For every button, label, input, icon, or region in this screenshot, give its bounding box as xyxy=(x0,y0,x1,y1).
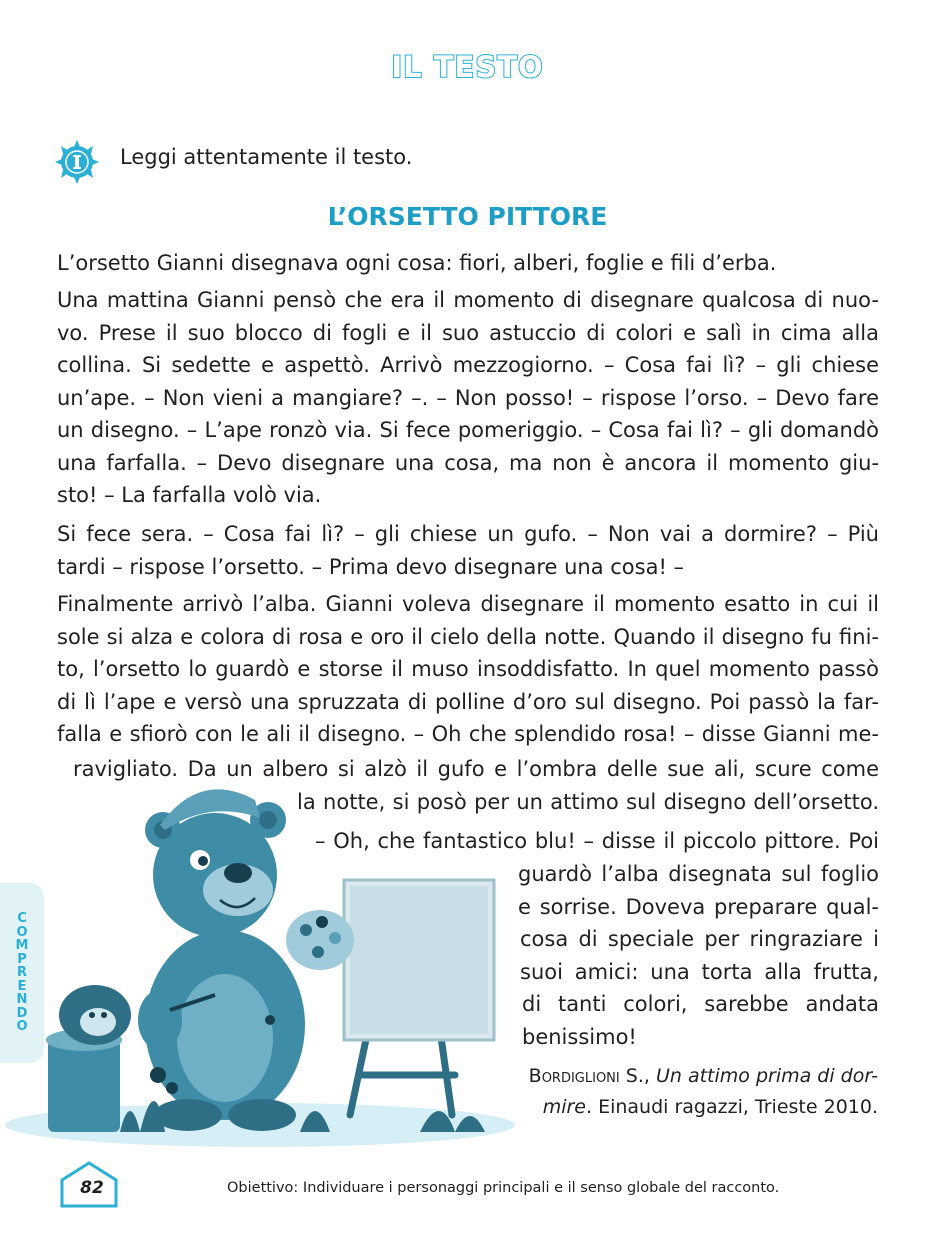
text-line: to, l’orsetto lo guardò e storse il muso insoddisfatto. In quel momento passò xyxy=(57,657,879,681)
text-line: suoi amici: una torta alla frutta, xyxy=(520,959,879,984)
citation-book-end: mire xyxy=(542,1096,586,1118)
bear-painter-illustration xyxy=(0,770,520,1150)
text-line: un’ape. – Non vieni a mangiare? –. – Non posso! – rispose l’orso. – Devo fare xyxy=(57,385,879,410)
text-line: Una mattina Gianni pensò che era il momento di disegnare qualcosa di nuo- xyxy=(57,288,879,312)
citation xyxy=(520,1061,878,1123)
side-tab-letter: D xyxy=(16,1005,28,1021)
paragraph-5-wrap-3 xyxy=(522,988,879,1053)
text-line: e sorrise. Doveva preparare qual- xyxy=(518,894,879,919)
citation-publisher: . Einaudi ragazzi, Trieste 2010. xyxy=(586,1096,878,1118)
paragraph-5-wrap-2 xyxy=(520,923,879,988)
text-line: collina. Si sedette e aspettò. Arrivò mezzogiorno. – Cosa fai lì? – gli chiese xyxy=(57,353,879,377)
text-line: di lì l’ape e versò una spruzzata di polline d’oro sul disegno. Poi passò la far- xyxy=(57,689,879,714)
footer-objective: Obiettivo: Individuare i personaggi principali e il senso globale del racconto. xyxy=(227,1180,780,1196)
text-line: benissimo! xyxy=(522,1024,637,1049)
instruction-text: Leggi attentamente il testo. xyxy=(120,145,413,169)
text-line: ravigliato. Da un albero si alzò il gufo e l’ombra delle sue ali, scure come xyxy=(73,757,879,781)
citation-author: Bordiglioni S., xyxy=(528,1065,650,1087)
text-line: di tanti colori, sarebbe andata xyxy=(522,992,879,1016)
text-line: vo. Prese il suo blocco di fogli e il suo astuccio di colori e salì in cima alla xyxy=(57,320,879,345)
side-tab-letter: O xyxy=(16,1019,28,1034)
text-line: Si fece sera. – Cosa fai lì? – gli chiese un gufo. – Non vai a dormire? – Più xyxy=(57,522,879,546)
paragraph-1 xyxy=(57,247,879,280)
citation-book: Un attimo prima di dor- xyxy=(655,1065,878,1087)
text-line: L’orsetto Gianni disegnava ogni cosa: fiori, alberi, foglie e fili d’erba. xyxy=(57,251,777,275)
text-line: un disegno. – L’ape ronzò via. Si fece pomeriggio. – Cosa fai lì? – gli domandò xyxy=(57,418,879,442)
paragraph-4 xyxy=(57,588,879,751)
paragraph-2 xyxy=(57,284,879,512)
section-title: IL TESTO xyxy=(391,50,544,84)
side-tab-letter: N xyxy=(16,992,28,1007)
story-title: L’ORSETTO PITTORE xyxy=(327,202,608,231)
text-line: tardi – rispose l’orsetto. – Prima devo disegnare una cosa! – xyxy=(57,554,685,579)
side-tab-letter: C xyxy=(17,911,27,926)
side-tab-letter: P xyxy=(17,951,27,967)
side-tab-letter: R xyxy=(16,965,27,980)
paragraph-5-wrap xyxy=(518,858,879,923)
text-line: – Oh, che fantastico blu! – disse il piccolo pittore. Poi xyxy=(315,829,879,853)
side-tab-letter: M xyxy=(15,938,29,953)
text-line: una farfalla. – Devo disegnare una cosa, ma non è ancora il momento giu- xyxy=(57,450,879,475)
text-line: sto! – La farfalla volò via. xyxy=(57,483,322,507)
text-line: cosa di speciale per ringraziare i xyxy=(520,927,879,951)
side-tab-letter: O xyxy=(16,924,28,940)
text-line: sole si alza e colora di rosa e oro il cielo della notte. Quando il disegno fu fini- xyxy=(57,624,879,649)
text-line: Finalmente arrivò l’alba. Gianni voleva disegnare il momento esatto in cui il xyxy=(57,592,879,616)
text-line: guardò l’alba disegnata sul foglio xyxy=(518,862,879,886)
text-line: la notte, si posò per un attimo sul disegno dell’orsetto. xyxy=(297,790,879,814)
page-number: 82 xyxy=(80,1178,104,1198)
paragraph-3 xyxy=(57,518,879,583)
text-line: falla e sfiorò con le ali il disegno. – Oh che splendido rosa! – disse Gianni me- xyxy=(57,722,879,746)
side-tab-letter: E xyxy=(17,978,27,994)
info-sun-icon xyxy=(53,140,101,184)
